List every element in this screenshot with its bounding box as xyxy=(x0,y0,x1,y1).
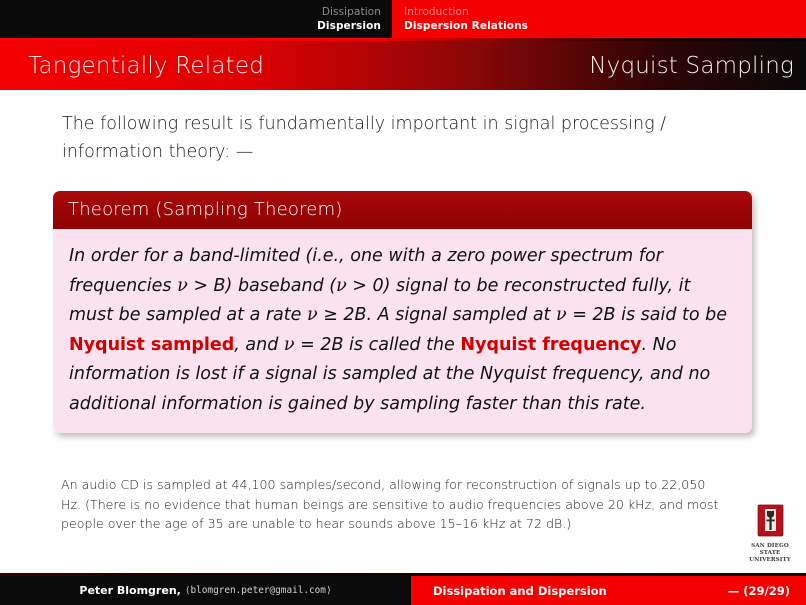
slide-content-area xyxy=(0,90,806,573)
intro-paragraph: The following result is fundamentally important in signal processing / information theory: — xyxy=(62,114,667,162)
sdsu-logo xyxy=(740,504,800,565)
theorem-text-part-1: In order for a band-limited (i.e., one with a zero power spectrum for frequencies xyxy=(69,246,663,296)
sdsu-shield-icon xyxy=(756,504,785,540)
nav-section-dissipation-dispersion[interactable] xyxy=(0,0,392,38)
nav-section-introduction-dispersion-relations[interactable] xyxy=(392,0,806,38)
theorem-text-part-7: = 2B is called the xyxy=(294,334,461,355)
highlight-nyquist-sampled: Nyquist sampled xyxy=(69,334,235,355)
footer-presentation-title: Dissipation and Dispersion xyxy=(433,583,607,598)
nav-item-dispersion[interactable]: Dispersion xyxy=(317,20,381,32)
slide-section-title: Tangentially Related xyxy=(28,52,264,79)
footer-title-section xyxy=(411,576,806,605)
math-nu-1: ν xyxy=(177,275,188,296)
slide-subsection-title: Nyquist Sampling xyxy=(589,52,794,79)
theorem-text-part-8: . No information is lost if a signal is sampled at the Nyquist frequency, and no additional information is gained by sampling faster than this rate. xyxy=(69,334,711,414)
math-nu-5: ν xyxy=(283,334,295,355)
nav-item-dispersion-relations[interactable]: Dispersion Relations xyxy=(404,20,529,32)
math-nu-3: ν xyxy=(306,305,318,325)
theorem-body xyxy=(53,229,752,433)
theorem-heading: Theorem (Sampling Theorem) xyxy=(53,191,752,229)
navigation-bar xyxy=(0,0,806,38)
theorem-text-part-6: , and xyxy=(234,334,284,355)
slide-title-bar xyxy=(0,41,806,90)
nav-item-dissipation[interactable]: Dissipation xyxy=(321,6,381,18)
theorem-text-part-4: ≥ 2B. A signal sampled at xyxy=(317,305,556,325)
highlight-nyquist-frequency: Nyquist frequency xyxy=(460,334,642,355)
footer-author-section xyxy=(0,576,411,605)
nav-item-introduction[interactable]: Introduction xyxy=(404,6,469,18)
footer-author-name: Peter Blomgren, xyxy=(79,584,181,597)
footer-page-number: — (29/29) xyxy=(727,583,790,598)
sdsu-logo-line-2: UNIVERSITY xyxy=(749,557,791,564)
theorem-block xyxy=(53,191,752,433)
math-nu-4: ν xyxy=(555,305,567,325)
sdsu-logo-line-1: SAN DIEGO STATE xyxy=(751,543,789,557)
math-nu-2: ν xyxy=(336,275,347,296)
footer-author-email[interactable]: ⟨blomgren.peter@gmail.com⟩ xyxy=(184,585,332,596)
theorem-text-part-3: > 0) signal to be reconstructed fully, it must be sampled at a rate xyxy=(69,275,691,325)
footnote-paragraph: An audio CD is sampled at 44,100 samples/second, allowing for reconstruction of signals up to 22,050 Hz. (There is no evidence that human beings are sensitive to audio frequencies above 20 kHz, and most people over the age of 35 are unable to hear sounds above 15–16 kHz at 72 dB.) xyxy=(61,477,719,531)
theorem-text-part-5: = 2B is said to be xyxy=(566,305,728,325)
theorem-text-part-2: > B) baseband ( xyxy=(187,275,337,296)
slide-footer xyxy=(0,576,806,605)
